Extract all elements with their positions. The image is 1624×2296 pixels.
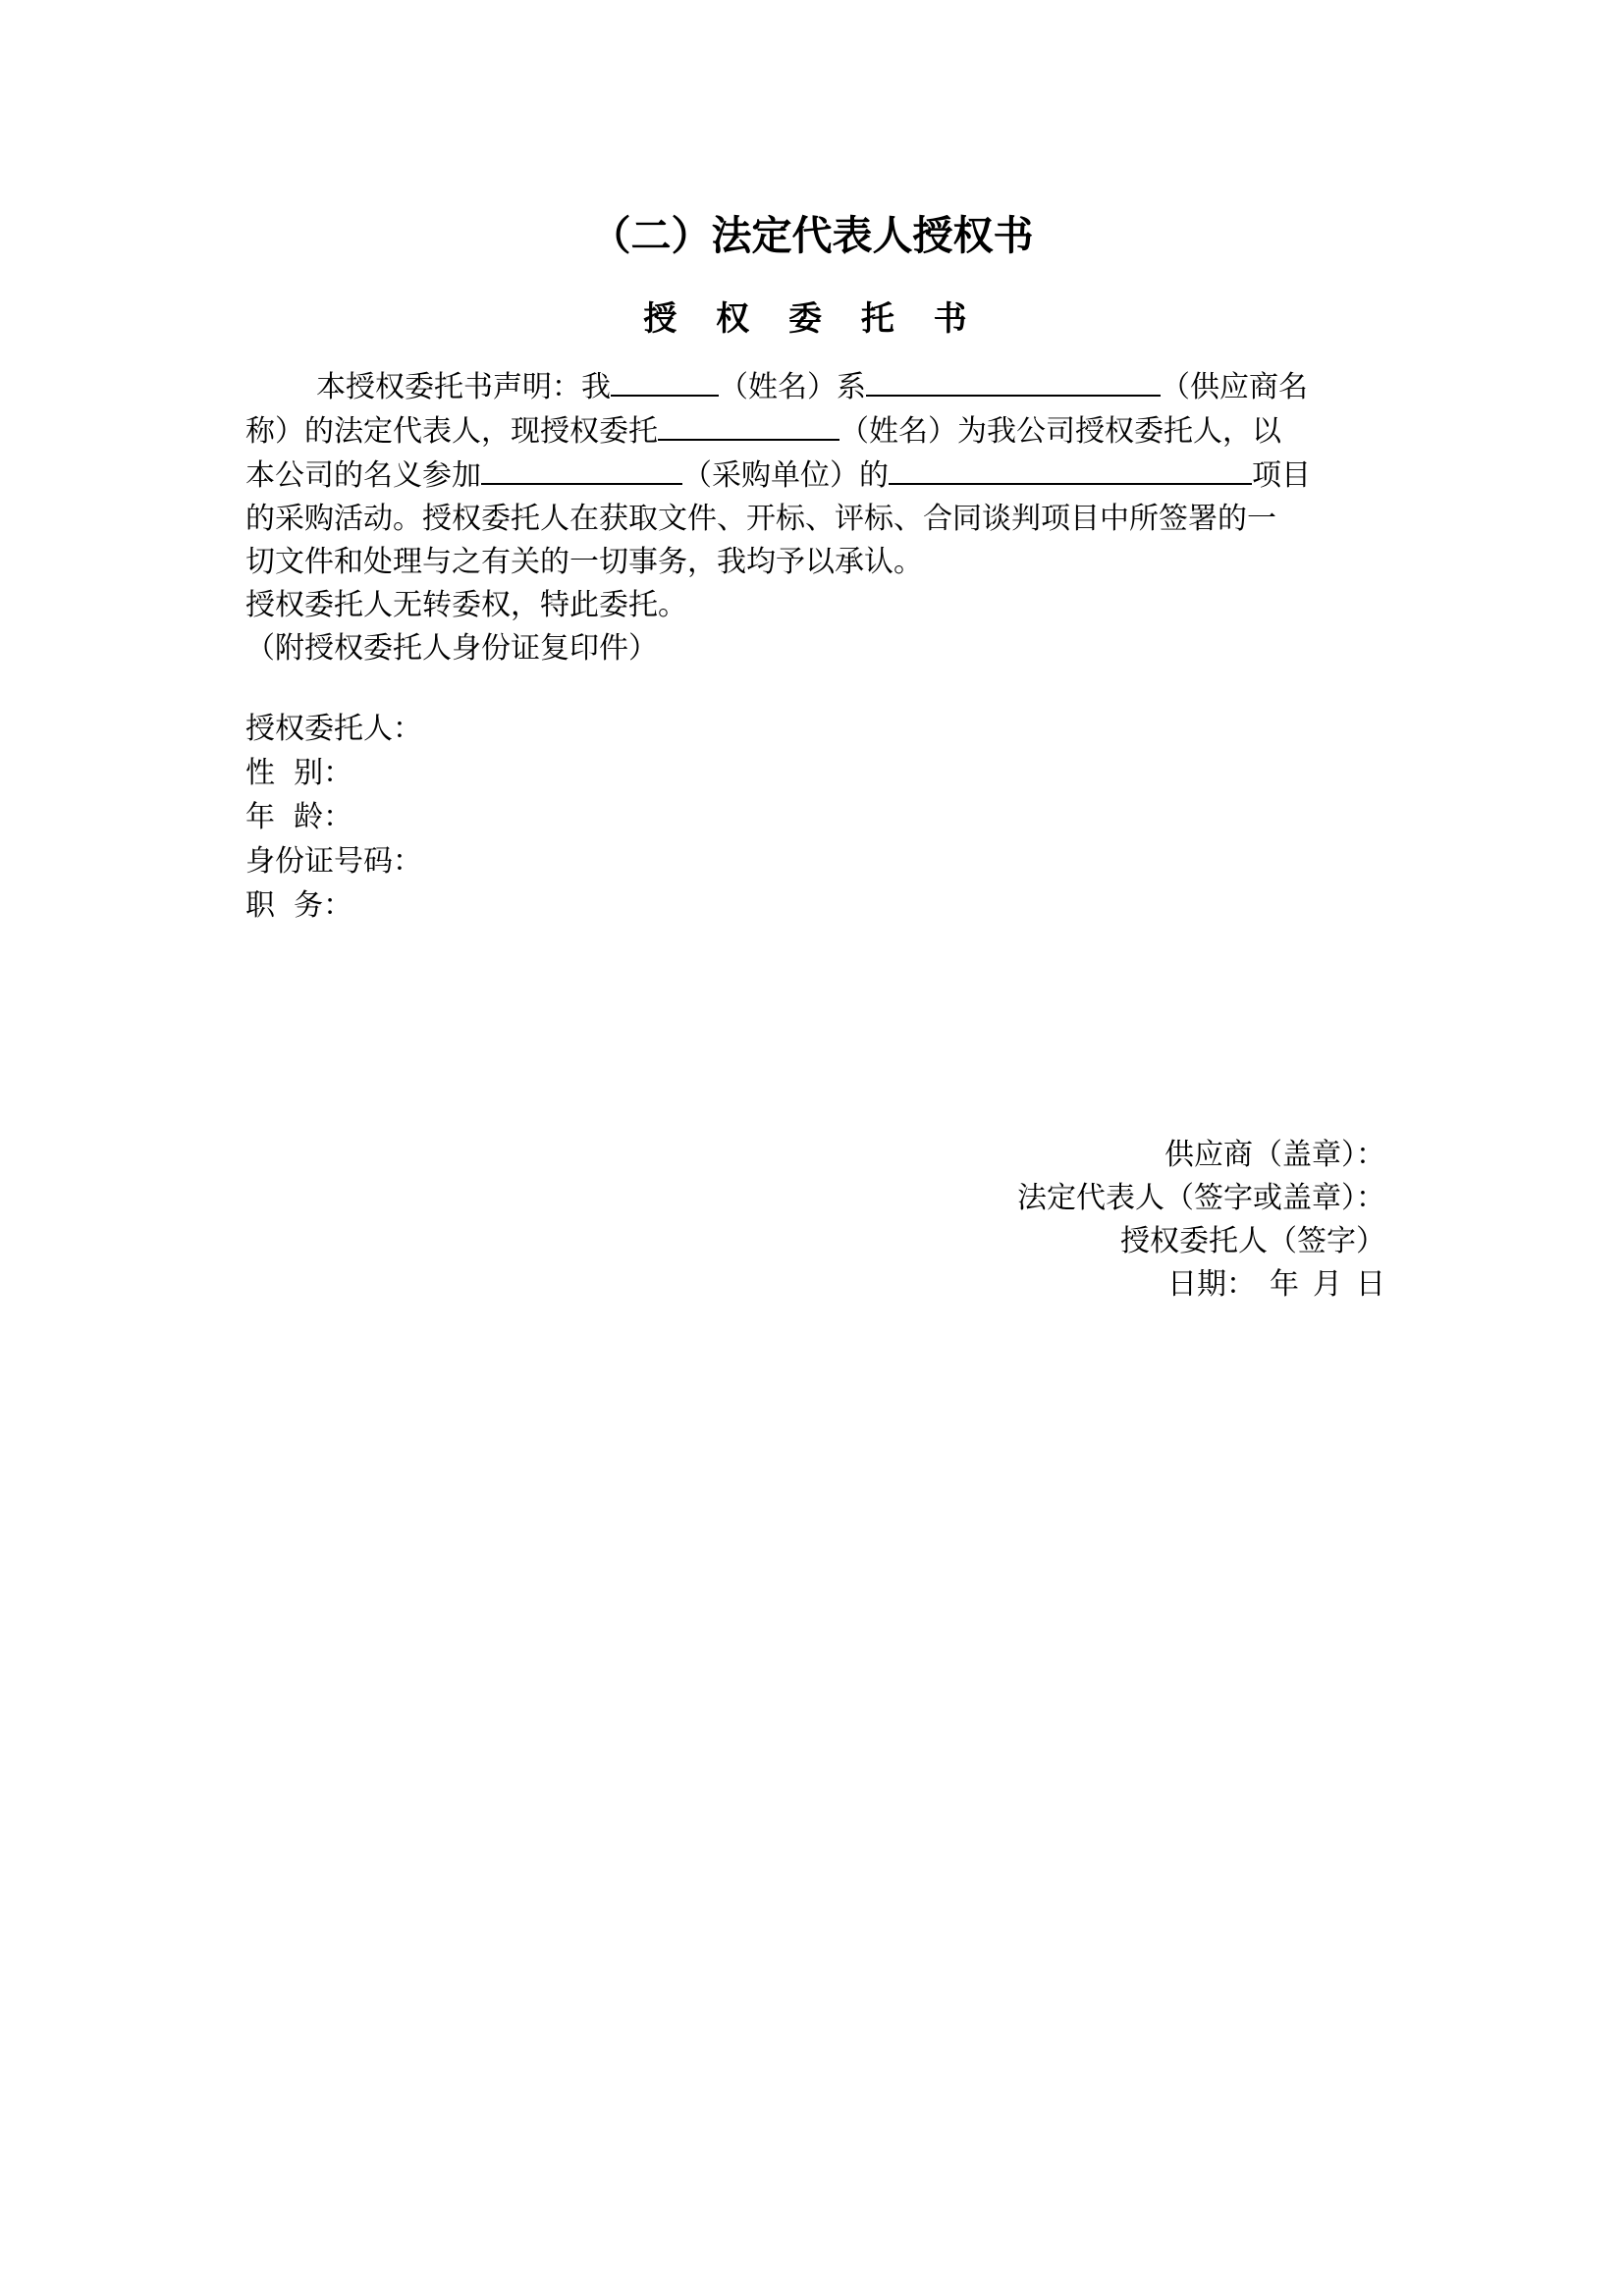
project-name-blank[interactable] [889, 454, 1252, 485]
date-label: 日期： [1167, 1267, 1256, 1302]
statement-text: （姓名）系 [719, 370, 866, 404]
supplier-seal-line: 供应商（盖章）： [1164, 1138, 1385, 1172]
agent-name-blank[interactable] [658, 409, 839, 441]
statement-line-1 [245, 365, 1384, 409]
position-field: 职 务： [245, 888, 353, 923]
signature-block [1017, 1134, 1385, 1307]
legal-rep-sign-line: 法定代表人（签字或盖章）： [1017, 1181, 1385, 1215]
date-month: 月 [1313, 1267, 1342, 1302]
statement-text: （姓名）为我公司授权委托人，以 [839, 414, 1281, 449]
age-field: 年 龄： [245, 800, 353, 834]
gender-field: 性 别： [245, 756, 353, 790]
agent-sign-line: 授权委托人（签字） [1120, 1224, 1385, 1258]
date-line [1017, 1263, 1385, 1307]
statement-text: 称）的法定代表人，现授权委托 [245, 414, 658, 449]
date-day: 日 [1356, 1267, 1385, 1302]
statement-line-4: 的采购活动。授权委托人在获取文件、开标、评标、合同谈判项目中所签署的一 [245, 502, 1276, 536]
statement-line-7: （附授权委托人身份证复印件） [245, 631, 658, 666]
statement-text: 本授权委托书声明：我 [316, 370, 611, 404]
statement-text: 本公司的名义参加 [245, 458, 481, 493]
statement-line-2 [245, 409, 1384, 454]
statement-paragraph [245, 365, 1384, 670]
agent-info-fields [245, 707, 422, 928]
statement-line-3 [245, 454, 1384, 498]
purchasing-unit-blank[interactable] [481, 454, 682, 485]
supplier-name-blank[interactable] [866, 365, 1161, 397]
agent-field: 授权委托人： [245, 712, 422, 746]
date-year: 年 [1270, 1267, 1299, 1302]
id-number-field: 身份证号码： [245, 844, 422, 879]
statement-line-5: 切文件和处理与之有关的一切事务，我均予以承认。 [245, 545, 923, 579]
page-title: （二）法定代表人授权书 [590, 212, 1034, 259]
document-subtitle: 授 权 委 托 书 [643, 299, 981, 339]
statement-text: 项目 [1252, 458, 1311, 493]
legal-rep-name-blank[interactable] [611, 365, 719, 397]
statement-text: （供应商名 [1161, 370, 1308, 404]
statement-text: （采购单位）的 [682, 458, 889, 493]
statement-line-6: 授权委托人无转委权，特此委托。 [245, 588, 687, 622]
